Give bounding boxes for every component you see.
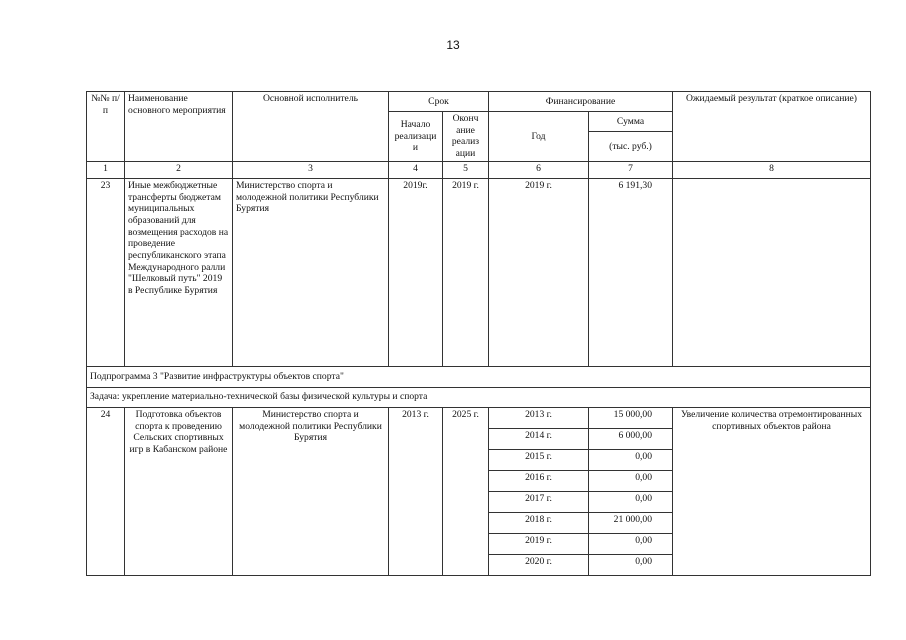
- col-number: 8: [673, 161, 871, 178]
- financing-sum: 6 000,00: [589, 428, 673, 449]
- row24-start: 2013 г.: [389, 407, 443, 575]
- header-result: Ожидаемый результат (краткое описание): [673, 92, 871, 162]
- financing-year: 2019 г.: [489, 533, 589, 554]
- row23-executor: Министерство спорта и молодежной политики Республики Бурятия: [233, 178, 389, 366]
- header-end: Оконч ание реализ ации: [443, 112, 489, 162]
- col-number: 4: [389, 161, 443, 178]
- financing-year: 2014 г.: [489, 428, 589, 449]
- program-table: [86, 91, 871, 576]
- financing-sum: 0,00: [589, 449, 673, 470]
- header-sum: Сумма: [589, 112, 673, 132]
- col-number: 1: [87, 161, 125, 178]
- header-year: Год: [489, 112, 589, 162]
- financing-sum: 0,00: [589, 554, 673, 575]
- row23-end: 2019 г.: [443, 178, 489, 366]
- task-title: Задача: укрепление материально-технической базы физической культуры и спорта: [87, 387, 871, 407]
- financing-year: 2015 г.: [489, 449, 589, 470]
- financing-year: 2016 г.: [489, 470, 589, 491]
- financing-sum: 21 000,00: [589, 512, 673, 533]
- financing-year: 2018 г.: [489, 512, 589, 533]
- task-row: [87, 387, 871, 407]
- page-number: 13: [446, 38, 460, 52]
- row23-name: Иные межбюджетные трансферты бюджетам муниципальных образований для возмещения расходов на проведение республиканского этапа Международного ралли "Шелковый путь" 2019 в Республике Бурятия: [125, 178, 233, 366]
- financing-sum: 0,00: [589, 491, 673, 512]
- header-name: Наименование основного мероприятия: [125, 92, 233, 162]
- header-sum-unit: (тыс. руб.): [589, 132, 673, 161]
- row23-result: [673, 178, 871, 366]
- col-number: 3: [233, 161, 389, 178]
- header-start: Начало реализаци и: [389, 112, 443, 162]
- header-financing: Финансирование: [489, 92, 673, 112]
- row24-name: Подготовка объектов спорта к проведению Сельских спортивных игр в Кабанском районе: [125, 407, 233, 575]
- header-term: Срок: [389, 92, 489, 112]
- row23-num: 23: [87, 178, 125, 366]
- subprogram-title: Подпрограмма 3 "Развитие инфраструктуры объектов спорта": [87, 366, 871, 387]
- subprogram-row: [87, 366, 871, 387]
- table-row: [87, 407, 871, 428]
- financing-sum: 15 000,00: [589, 407, 673, 428]
- financing-year: 2020 г.: [489, 554, 589, 575]
- col-number: 6: [489, 161, 589, 178]
- financing-sum: 0,00: [589, 470, 673, 491]
- row24-result: Увеличение количества отремонтированных спортивных объектов района: [673, 407, 871, 575]
- financing-sum: 0,00: [589, 533, 673, 554]
- col-number: 2: [125, 161, 233, 178]
- financing-year: 2013 г.: [489, 407, 589, 428]
- header-executor: Основной исполнитель: [233, 92, 389, 162]
- row24-end: 2025 г.: [443, 407, 489, 575]
- financing-year: 2017 г.: [489, 491, 589, 512]
- column-numbers-row: [87, 161, 871, 178]
- col-number: 7: [589, 161, 673, 178]
- row23-sum: 6 191,30: [589, 178, 673, 366]
- header-num: №№ п/п: [87, 92, 125, 162]
- row24-executor: Министерство спорта и молодежной политики Республики Бурятия: [233, 407, 389, 575]
- col-number: 5: [443, 161, 489, 178]
- header-row: [87, 92, 871, 112]
- row23-year: 2019 г.: [489, 178, 589, 366]
- row24-num: 24: [87, 407, 125, 575]
- row23-start: 2019г.: [389, 178, 443, 366]
- table-row: [87, 178, 871, 366]
